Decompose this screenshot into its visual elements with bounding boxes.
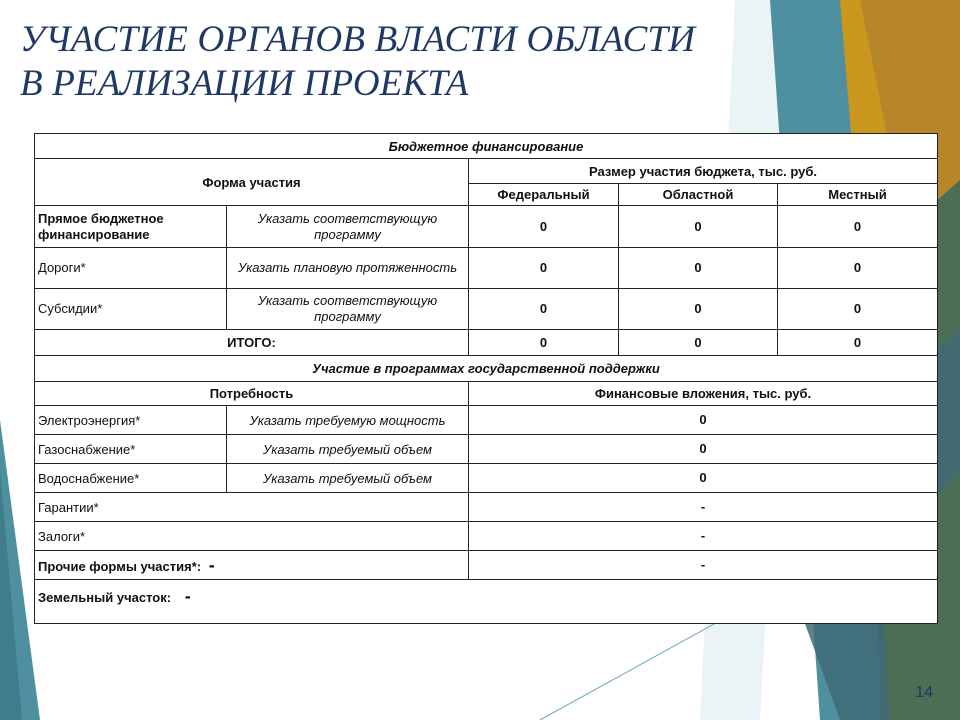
need-value: 0	[469, 435, 938, 464]
land-plot-cell	[35, 580, 938, 624]
value-local: 0	[778, 289, 938, 330]
programs-header: Участие в программах государственной поддержки	[35, 356, 938, 382]
value-federal: 0	[469, 248, 619, 289]
page-number: 14	[915, 684, 933, 701]
need-header: Потребность	[35, 382, 469, 406]
other-forms-value: -	[469, 551, 938, 580]
row-label: Дороги*	[35, 248, 227, 289]
need-hint: Указать требуемый объем	[227, 435, 469, 464]
table-row	[35, 435, 938, 464]
need-label: Водоснабжение*	[35, 464, 227, 493]
need-label: Газоснабжение*	[35, 435, 227, 464]
value-regional: 0	[619, 289, 778, 330]
row-hint: Указать плановую протяженность	[227, 248, 469, 289]
title-line-2: В РЕАЛИЗАЦИИ ПРОЕКТА	[20, 63, 469, 104]
total-federal: 0	[469, 330, 619, 356]
col-local: Местный	[778, 184, 938, 206]
total-local: 0	[778, 330, 938, 356]
land-plot-inline-value: -	[184, 586, 191, 606]
row-label: Субсидии*	[35, 289, 227, 330]
participation-table	[34, 133, 938, 624]
value-local: 0	[778, 248, 938, 289]
value-regional: 0	[619, 248, 778, 289]
table-row	[35, 206, 938, 248]
land-plot-label: Земельный участок:	[38, 590, 172, 605]
table-row	[35, 464, 938, 493]
budget-financing-header: Бюджетное финансирование	[35, 134, 938, 159]
need-label: Электроэнергия*	[35, 406, 227, 435]
table-row	[35, 493, 938, 522]
title-line-1: УЧАСТИЕ ОРГАНОВ ВЛАСТИ ОБЛАСТИ	[20, 19, 696, 60]
value-local: 0	[778, 206, 938, 248]
other-forms-label: Прочие формы участия*:	[38, 558, 202, 574]
total-regional: 0	[619, 330, 778, 356]
value-federal: 0	[469, 289, 619, 330]
row-label: Прямое бюджетное финансирование	[35, 206, 227, 248]
table-row	[35, 406, 938, 435]
investment-header: Финансовые вложения, тыс. руб.	[469, 382, 938, 406]
col-federal: Федеральный	[469, 184, 619, 206]
slide-title	[20, 18, 695, 106]
need-hint: Указать требуемый объем	[227, 464, 469, 493]
table-row	[35, 289, 938, 330]
table-row	[35, 580, 938, 624]
need-value: 0	[469, 464, 938, 493]
guarantees-value: -	[469, 493, 938, 522]
need-value: 0	[469, 406, 938, 435]
form-header: Форма участия	[35, 159, 469, 206]
table-row	[35, 551, 938, 580]
need-hint: Указать требуемую мощность	[227, 406, 469, 435]
row-hint: Указать соответствующую программу	[227, 289, 469, 330]
pledges-label: Залоги*	[35, 522, 469, 551]
guarantees-label: Гарантии*	[35, 493, 469, 522]
total-label: ИТОГО:	[35, 330, 469, 356]
row-hint: Указать соответствующую программу	[227, 206, 469, 248]
other-forms-inline-value: -	[208, 554, 215, 575]
col-regional: Областной	[619, 184, 778, 206]
value-regional: 0	[619, 206, 778, 248]
value-federal: 0	[469, 206, 619, 248]
budget-size-header: Размер участия бюджета, тыс. руб.	[469, 159, 938, 184]
table-row	[35, 522, 938, 551]
table-row	[35, 248, 938, 289]
total-row	[35, 330, 938, 356]
pledges-value: -	[469, 522, 938, 551]
other-forms-cell	[35, 551, 469, 580]
